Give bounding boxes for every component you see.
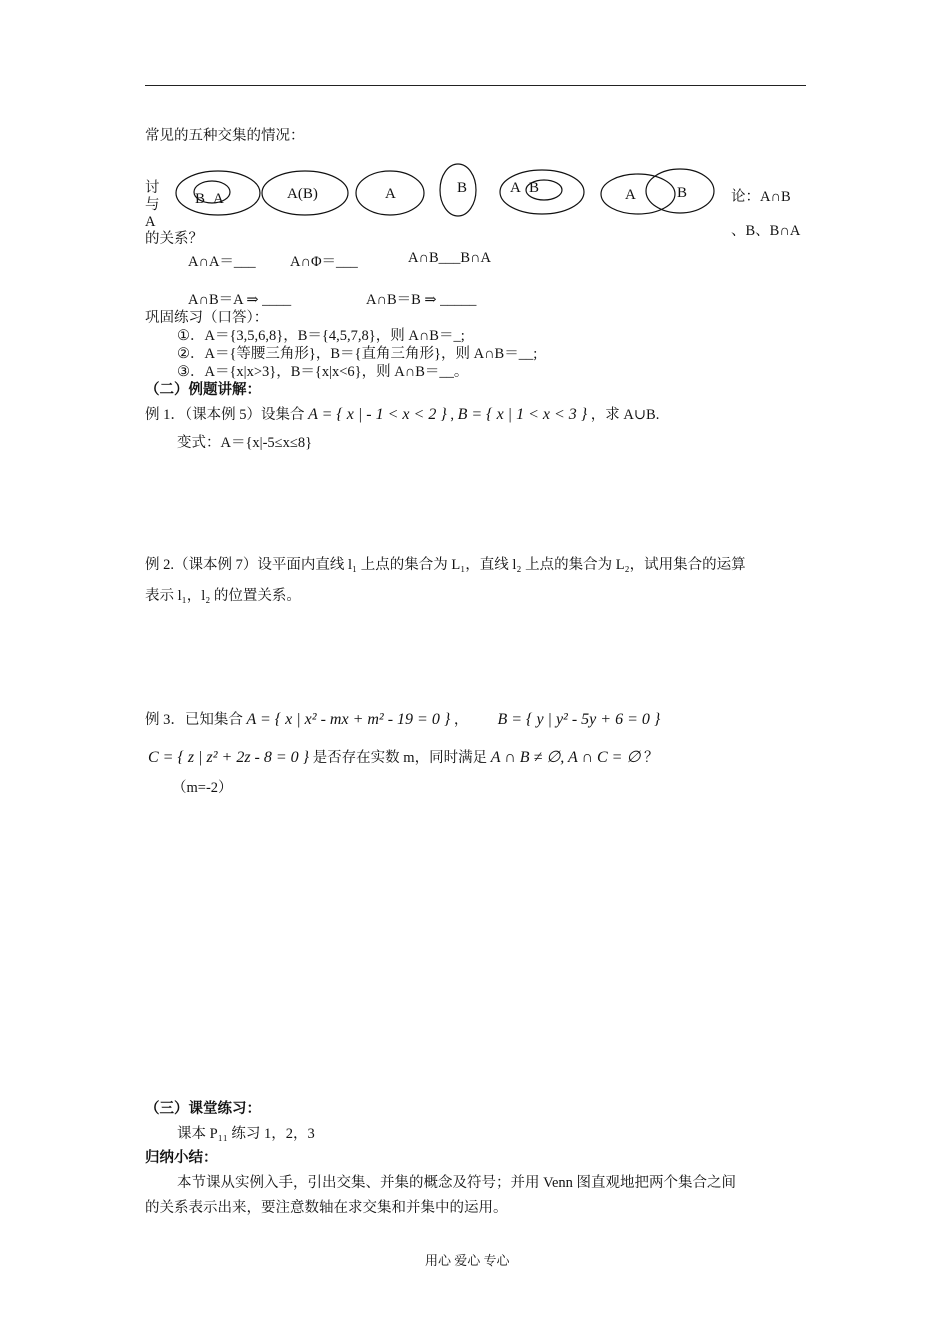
- ex3-set-b: B = { y | y² - 5y + 6 = 0 }: [497, 711, 661, 728]
- prop-3: A∩B___B∩A: [408, 250, 491, 266]
- venn-diagram-3: [356, 164, 476, 216]
- ex3-set-a: A = { x | x² - mx + m² - 19 = 0 }: [246, 711, 451, 728]
- practice-item-3: ③．A＝{x|x>3}，B＝{x|x<6}，则 A∩B＝__。: [177, 364, 469, 380]
- example-3-line1: 例 3．已知集合 A = { x | x² - mx + m² - 19 = 0 } ， B = { y | y² - 5y + 6 = 0 }: [145, 711, 661, 728]
- venn4-inner-label: B: [529, 180, 540, 196]
- homework: 课本 P₁₁ 练习 1，2，3: [177, 1126, 315, 1142]
- venn5-a-label: A: [625, 187, 636, 203]
- summary-title: 归纳小结：: [145, 1150, 218, 1166]
- venn5-b-label: B: [677, 185, 688, 201]
- ex1-tail: ，求 A∪B.: [590, 407, 660, 423]
- practice-title: 巩固练习（口答）：: [145, 310, 269, 326]
- footer: 用心 爱心 专心: [425, 1253, 510, 1268]
- ex1-variant: 变式：A＝{x|-5≤x≤8}: [177, 435, 313, 451]
- ex3-condition: A ∩ B ≠ ∅, A ∩ C = ∅: [490, 749, 641, 766]
- ex1-label: 例 1．（课本例 5）设集合: [145, 407, 305, 423]
- prop-2: A∩Φ＝___: [290, 254, 358, 270]
- ex3-label: 例 3．已知集合: [145, 712, 243, 728]
- ex3-answer: （m=-2）: [172, 780, 233, 796]
- ex1-set-a: A = { x | - 1 < x < 2 }: [308, 406, 447, 423]
- prop-5: A∩B＝B ⇒ _____: [366, 292, 477, 308]
- venn-diagram-5: [601, 169, 714, 214]
- header-rule: [145, 85, 806, 86]
- practice-item-1: ①．A＝{3,5,6,8}，B＝{4,5,7,8}，则 A∩B＝_;: [177, 328, 465, 344]
- ex2-line2: 表示 l₁，l₂ 的位置关系。: [145, 588, 301, 604]
- example-1: 例 1．（课本例 5）设集合 A = { x | - 1 < x < 2 } , B = { x | 1 < x < 3 } ，求 A∪B.: [145, 406, 660, 423]
- ex3-set-c: C = { z | z² + 2z - 8 = 0 }: [148, 749, 310, 766]
- summary-line-1: 本节课从实例入手，引出交集、并集的概念及符号；并用 Venn 图直观地把两个集合之间: [177, 1175, 737, 1191]
- practice-item-2: ②．A＝{等腰三角形}，B＝{直角三角形}，则 A∩B＝__;: [177, 346, 538, 362]
- side-left: 讨 与 A 的关系？: [145, 180, 203, 247]
- section-3-title: （三）课堂练习：: [145, 1101, 261, 1117]
- venn-diagrams: [140, 160, 740, 222]
- section-2-title: （二）例题讲解：: [145, 382, 261, 398]
- example-3-line2: [148, 746, 659, 767]
- venn1-outer-label: A: [213, 191, 224, 207]
- side-right: 论：A∩B 、B、B∩A: [731, 189, 801, 239]
- prop-1: A∩A＝___: [188, 254, 256, 270]
- prop-4: A∩B＝A ⇒ ____: [188, 292, 292, 308]
- venn3-b-label: B: [457, 180, 468, 196]
- venn-diagram-2: [262, 171, 348, 215]
- venn2-label: A(B): [287, 186, 318, 202]
- venn3-a-label: A: [385, 186, 396, 202]
- venn-diagram-4: [500, 170, 584, 214]
- ex2-line1: 例 2.（课本例 7）设平面内直线 l₁ 上点的集合为 L₁，直线 l₂ 上点的集合为 L₂，试用集合的运算: [145, 557, 746, 573]
- venn4-outer-label: A: [510, 180, 521, 196]
- intro-text: 常见的五种交集的情况：: [145, 128, 305, 144]
- summary-line-2: 的关系表示出来，要注意数轴在求交集和并集中的运用。: [145, 1200, 508, 1216]
- ex1-set-b: B = { x | 1 < x < 3 }: [457, 406, 588, 423]
- ex3-qmark: ？: [644, 750, 659, 766]
- ex3-question: 是否存在实数 m，同时满足: [312, 750, 488, 766]
- venn1-inner-label: B: [195, 191, 206, 207]
